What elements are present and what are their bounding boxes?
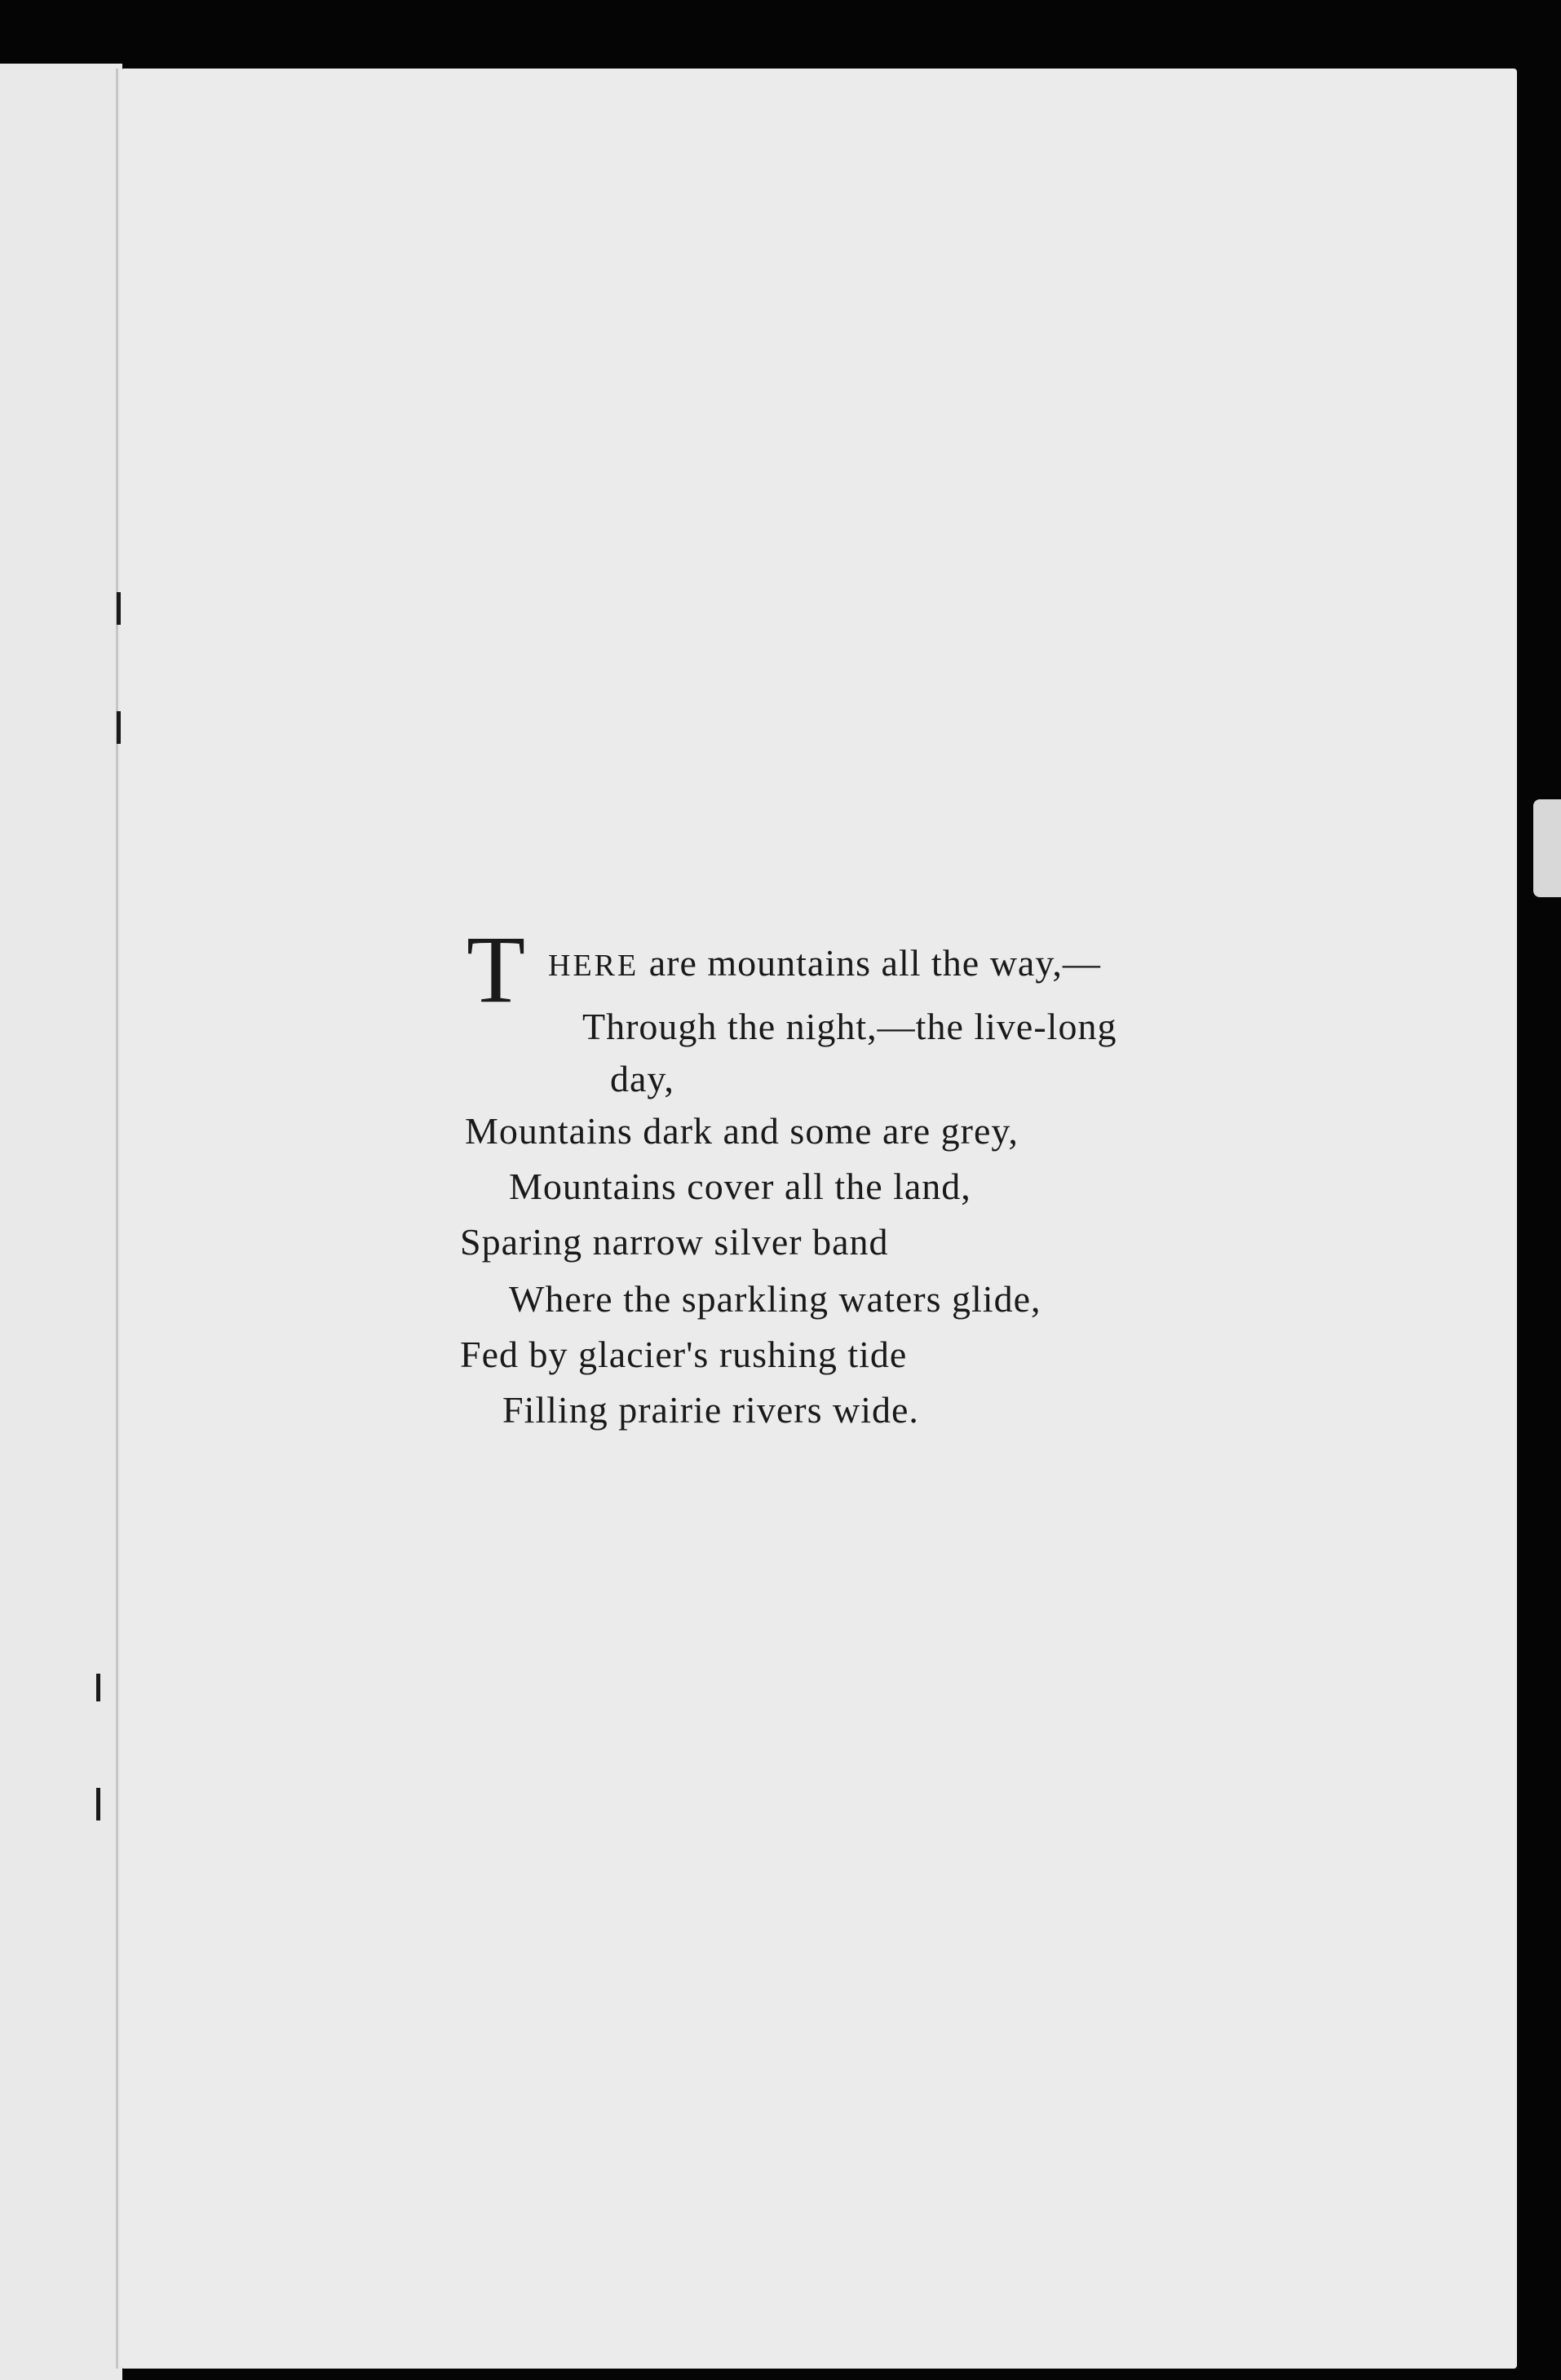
poem-line-5: Sparing narrow silver band	[460, 1221, 889, 1263]
poem	[457, 916, 1272, 1431]
binding-mark	[117, 592, 121, 625]
page-edge-tear	[1533, 799, 1561, 897]
poem-line-1	[548, 944, 1101, 982]
poem-line-2: Through the night,—the live-long	[582, 1006, 1117, 1047]
poem-line-7: Fed by glacier's rushing tide	[460, 1334, 908, 1375]
poem-line-8: Filling prairie rivers wide.	[502, 1389, 919, 1431]
binding-mark	[117, 711, 121, 744]
poem-line-2-cont: day,	[610, 1058, 674, 1099]
book-page	[121, 69, 1517, 2369]
page-gutter	[116, 69, 118, 2369]
binding-mark	[96, 1674, 100, 1701]
facing-page-edge	[0, 64, 122, 2380]
poem-line-4: Mountains cover all the land,	[509, 1166, 971, 1207]
binding-mark	[96, 1788, 100, 1820]
poem-line-6: Where the sparkling waters glide,	[509, 1278, 1041, 1320]
first-word-smallcaps: HERE	[548, 949, 639, 983]
poem-line-3: Mountains dark and some are grey,	[465, 1110, 1019, 1152]
drop-cap: T	[467, 916, 527, 1023]
first-line-rest: are mountains all the way,—	[639, 942, 1101, 984]
